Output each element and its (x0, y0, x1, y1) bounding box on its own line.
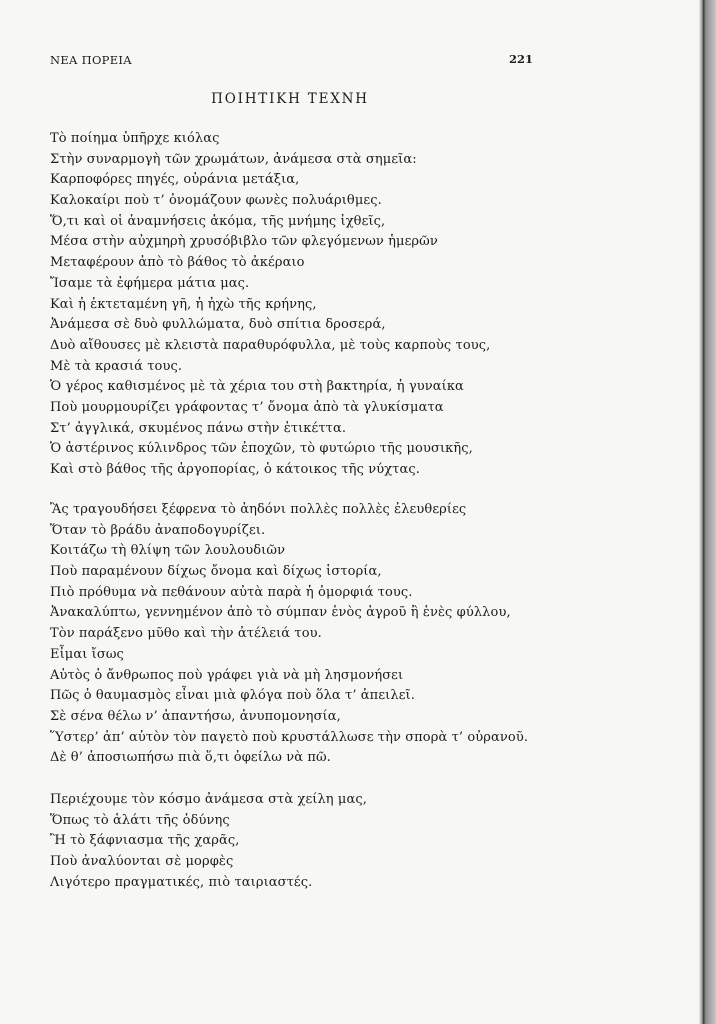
poem-line: Σὲ σένα θέλω ν’ ἀπαντήσω, ἀνυπομονησία, (50, 708, 341, 724)
poem-line: Μέσα στὴν αὐχμηρὴ χρυσόβιβλο τῶν φλεγόμενων ἡμερῶν (50, 234, 438, 250)
poem-line: Πῶς ὁ θαυμασμὸς εἶναι μιὰ φλόγα ποὺ ὅλα τ’ ἀπειλεῖ. (50, 688, 415, 704)
poem-line: Περιέχουμε τὸν κόσμο ἀνάμεσα στὰ χείλη μας, (50, 792, 367, 807)
stanza-2 (50, 500, 650, 769)
poem-line: Ποὺ ἀναλύονται σὲ μορφὲς (50, 854, 234, 870)
poem-line: Ὅπως τὸ ἁλάτι τῆς ὀδύνης (50, 812, 230, 828)
poem-line: Ἢ τὸ ξάφνιασμα τῆς χαρᾶς, (50, 833, 240, 849)
poem-line: Καὶ στὸ βάθος τῆς ἀργοπορίας, ὁ κάτοικος τῆς νύχτας. (50, 462, 420, 477)
stanza-1 (50, 129, 650, 481)
page-number: 221 (509, 52, 534, 66)
poem-line: Ὕστερ’ ἀπ’ αὐτὸν τὸν παγετὸ ποὺ κρυστάλλωσε τὴν σπορὰ τ’ οὐρανοῦ. (50, 729, 529, 745)
poem-line: Μεταφέρουν ἀπὸ τὸ βάθος τὸ ἀκέραιο (50, 255, 305, 271)
poem-line: Στὴν συναρμογὴ τῶν χρωμάτων, ἀνάμεσα στὰ σημεῖα: (50, 151, 417, 167)
stanza-3 (50, 790, 650, 893)
poem-line: Εἶμαι ἴσως (50, 646, 124, 662)
poem-line: Στ’ ἀγγλικά, σκυμένος πάνω στὴν ἐτικέττα. (50, 420, 347, 436)
poem-line: Καρποφόρες πηγές, οὐράνια μετάξια, (50, 172, 300, 188)
poem-line: Πιὸ πρόθυμα νὰ πεθάνουν αὐτὰ παρὰ ἡ ὀμορφιά τους. (50, 584, 413, 600)
poem-title: ΠΟΙΗΤΙΚΗ ΤΕΧΝΗ (211, 91, 369, 107)
poem-line: Δυὸ αἴθουσες μὲ κλειστὰ παραθυρόφυλλα, μὲ τοὺς καρποὺς τους, (50, 337, 491, 353)
scan-edge-shadow (699, 0, 716, 1024)
poem-line: Ἀνακαλύπτω, γεννημένον ἀπὸ τὸ σύμπαν ἑνὸς ἀγροῦ ἢ ἑνὲς φύλλου, (50, 605, 511, 621)
poem-line: Ἴσαμε τὰ ἐφήμερα μάτια μας. (50, 275, 250, 291)
poem-line: Κοιτάζω τὴ θλίψη τῶν λουλουδιῶν (50, 543, 286, 559)
poem-line: Καὶ ἡ ἐκτεταμένη γῆ, ἡ ἠχὼ τῆς κρήνης, (50, 296, 317, 312)
journal-running-head: ΝΕΑ ΠΟΡΕΙΑ (50, 53, 132, 67)
poem-line: Καλοκαίρι ποὺ τ’ ὀνομάζουν φωνὲς πολυάριθμες. (50, 193, 382, 209)
poem-line: Ποὺ παραμένουν δίχως ὄνομα καὶ δίχως ἱστορία, (50, 564, 382, 580)
poem-line: Μὲ τὰ κρασιά τους. (50, 358, 183, 374)
poem-line: Ὅ,τι καὶ οἱ ἀναμνήσεις ἀκόμα, τῆς μνήμης ἰχθεῖς, (50, 213, 386, 229)
poem-line: Ἂς τραγουδήσει ξέφρενα τὸ ἀηδόνι πολλὲς πολλὲς ἐλευθερίες (50, 502, 467, 517)
poem-line: Τὸν παράξενο μῦθο καὶ τὴν ἀτέλειά του. (50, 626, 322, 642)
poem-line: Ὁ ἀστέρινος κύλινδρος τῶν ἐποχῶν, τὸ φυτώριο τῆς μουσικῆς, (50, 441, 473, 457)
poem-line: Ὁ γέρος καθισμένος μὲ τὰ χέρια του στὴ βακτηρία, ἡ γυναίκα (50, 379, 464, 395)
poem-line: Αὐτὸς ὁ ἄνθρωπος ποὺ γράφει γιὰ νὰ μὴ λησμονήσει (50, 667, 404, 683)
poem-line: Ποὺ μουρμουρίζει γράφοντας τ’ ὄνομα ἀπὸ τὰ γλυκίσματα (50, 399, 444, 415)
poem-line: Ὅταν τὸ βράδυ ἀναποδογυρίζει. (50, 522, 266, 538)
poem-line: Λιγότερο πραγματικές, πιὸ ταιριαστές. (50, 874, 313, 890)
poem-line: Τὸ ποίημα ὑπῆρχε κιόλας (50, 131, 220, 146)
poem-line: Δὲ θ’ ἀποσιωπήσω πιὰ ὅ,τι ὀφείλω νὰ πῶ. (50, 750, 331, 766)
poem-line: Ἀνάμεσα σὲ δυὸ φυλλώματα, δυὸ σπίτια δροσερά, (50, 317, 386, 333)
